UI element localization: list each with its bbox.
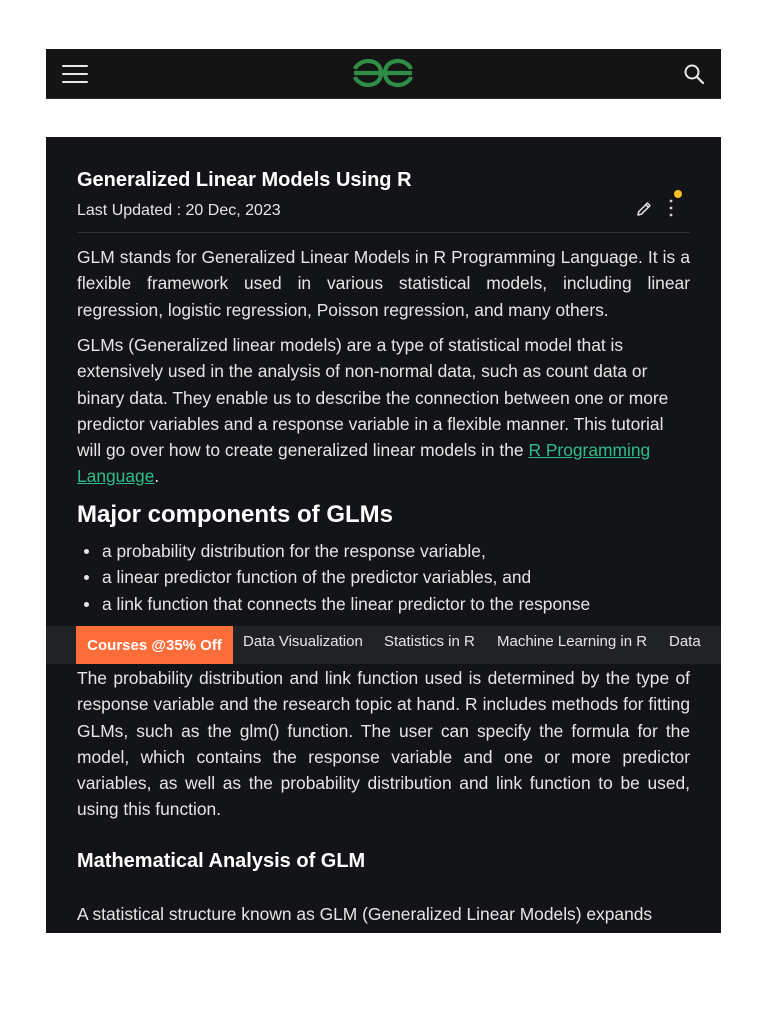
list-item: a link function that connects the linear predictor to the response: [77, 591, 690, 617]
r-programming-link[interactable]: R Programming Language: [77, 440, 651, 487]
glm-definition-end: .: [154, 466, 160, 487]
glm-definition-text: GLMs (Generalized linear models) are a type of statistical model that is extensively used in the analysis of non-normal data, such as count data or binary data. They enable us to describe the connection between one or more predictor variables and a response variable in a flexible manner. This tutorial will go over how to create generalized linear models in the: [77, 335, 669, 461]
list-item: a probability distribution for the response variable,: [77, 538, 690, 564]
article-title: Generalized Linear Models Using R: [77, 169, 412, 191]
last-updated: [77, 202, 281, 220]
components-list: [77, 538, 690, 617]
list-item: a linear predictor function of the predictor variables, and: [77, 564, 690, 590]
courses-promo-button[interactable]: Courses @35% Off: [76, 626, 233, 664]
notification-dot: [674, 190, 682, 198]
pencil-icon[interactable]: [635, 200, 653, 218]
tag-statistics-in-r[interactable]: Statistics in R: [384, 633, 475, 650]
intro-paragraph: GLM stands for Generalized Linear Models in R Programming Language. It is a flexible framework used in various statistical models, including linear regression, logistic regression, Poisson regression, and many others.: [77, 247, 690, 320]
gfg-logo[interactable]: [350, 58, 416, 88]
distribution-paragraph: The probability distribution and link function used is determined by the type of response variable and the research topic at hand. R includes methods for fitting GLMs, such as the glm() function. The user can specify the formula for the model, which contains the response variable and one or more predictor variables, as well as the probability distribution and link function to be used, using this function.: [77, 668, 690, 820]
components-heading: Major components of GLMs: [77, 501, 394, 528]
last-updated-date: 20 Dec, 2023: [185, 202, 281, 219]
article-panel: [46, 137, 721, 933]
math-analysis-heading: Mathematical Analysis of GLM: [77, 850, 366, 872]
top-nav-bar: [46, 49, 721, 99]
tag-machine-learning-in-r[interactable]: Machine Learning in R: [497, 633, 648, 650]
glm-definition-paragraph: [77, 332, 690, 490]
topic-tag-bar: [46, 626, 721, 664]
title-divider: [77, 232, 690, 233]
tag-data-visualization[interactable]: Data Visualization: [243, 633, 363, 650]
last-updated-label: Last Updated :: [77, 202, 186, 219]
tag-data[interactable]: Data: [669, 633, 701, 650]
vertical-dots-icon[interactable]: [667, 197, 675, 219]
glm-structure-paragraph: A statistical structure known as GLM (Generalized Linear Models) expands: [77, 904, 653, 924]
hamburger-icon[interactable]: [62, 65, 88, 83]
search-icon[interactable]: [683, 63, 705, 85]
